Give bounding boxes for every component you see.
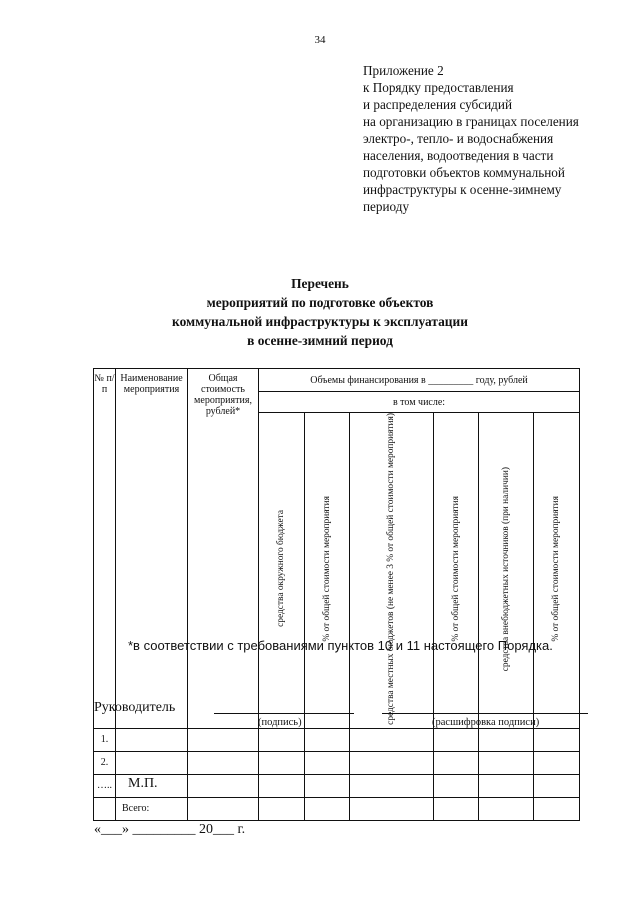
header-district-budget-text: средства окружного бюджета bbox=[276, 510, 287, 628]
row-number: 1. bbox=[94, 728, 116, 751]
table-row bbox=[94, 774, 580, 797]
appendix-line: к Порядку предоставления bbox=[363, 80, 514, 95]
stamp-placeholder: М.П. bbox=[128, 776, 158, 791]
header-funding: Объемы финансирования в _________ году, рублей bbox=[259, 369, 580, 392]
document-title bbox=[0, 274, 640, 350]
header-extrabudgetary-text: средства внебюджетных источников (при наличии) bbox=[500, 466, 511, 672]
table-row bbox=[94, 751, 580, 774]
header-percent-3 bbox=[534, 413, 580, 729]
footnote: *в соответствии с требованиями пунктов 10 и 11 настоящего Порядка. bbox=[128, 638, 553, 653]
appendix-line: на организацию в границах поселения bbox=[363, 114, 579, 129]
appendix-line: инфраструктуры к осенне-зимнему bbox=[363, 182, 562, 197]
row-number: ….. bbox=[94, 774, 116, 797]
header-percent-2-text: % от общей стоимости мероприятия bbox=[450, 496, 461, 642]
name-line bbox=[382, 700, 588, 714]
header-including: в том числе: bbox=[259, 392, 580, 413]
date-line: «___» _________ 20___ г. bbox=[94, 822, 246, 837]
header-num: № п/п bbox=[94, 369, 116, 729]
title-line: в осенне-зимний период bbox=[247, 333, 393, 348]
appendix-line: периоду bbox=[363, 199, 410, 214]
header-percent-2 bbox=[434, 413, 479, 729]
name-caption: (расшифровка подписи) bbox=[432, 717, 540, 728]
appendix-line: Приложение 2 bbox=[363, 63, 444, 78]
header-district-budget bbox=[259, 413, 305, 729]
appendix-header bbox=[363, 62, 633, 215]
header-extrabudgetary bbox=[479, 413, 534, 729]
header-percent-1-text: % от общей стоимости мероприятия bbox=[321, 496, 332, 642]
header-percent-1 bbox=[305, 413, 350, 729]
header-local-budget bbox=[350, 413, 434, 729]
header-local-budget-text: средства местных бюджетов (не менее 3 % от общей стоимости мероприятия) bbox=[386, 413, 397, 725]
table-row bbox=[94, 728, 580, 751]
header-total-cost: Общая стоимость мероприятия, рублей* bbox=[188, 369, 259, 729]
title-line: коммунальной инфраструктуры к эксплуатации bbox=[172, 314, 468, 329]
page-number: 34 bbox=[314, 34, 326, 46]
total-label: Всего: bbox=[116, 797, 188, 820]
appendix-line: электро-, тепло- и водоснабжения bbox=[363, 131, 554, 146]
funding-table bbox=[93, 368, 580, 821]
signature-label: Руководитель bbox=[94, 700, 176, 715]
signature-line bbox=[214, 700, 354, 714]
appendix-line: и распределения субсидий bbox=[363, 97, 513, 112]
table-total-row bbox=[94, 797, 580, 820]
signature-caption: (подпись) bbox=[258, 717, 302, 728]
appendix-line: подготовки объектов коммунальной bbox=[363, 165, 565, 180]
row-number: 2. bbox=[94, 751, 116, 774]
header-name: Наименование мероприятия bbox=[116, 369, 188, 729]
appendix-line: населения, водоотведения в части bbox=[363, 148, 554, 163]
title-line: Перечень bbox=[291, 276, 349, 291]
header-percent-3-text: % от общей стоимости мероприятия bbox=[551, 496, 562, 642]
title-line: мероприятий по подготовке объектов bbox=[206, 295, 434, 310]
